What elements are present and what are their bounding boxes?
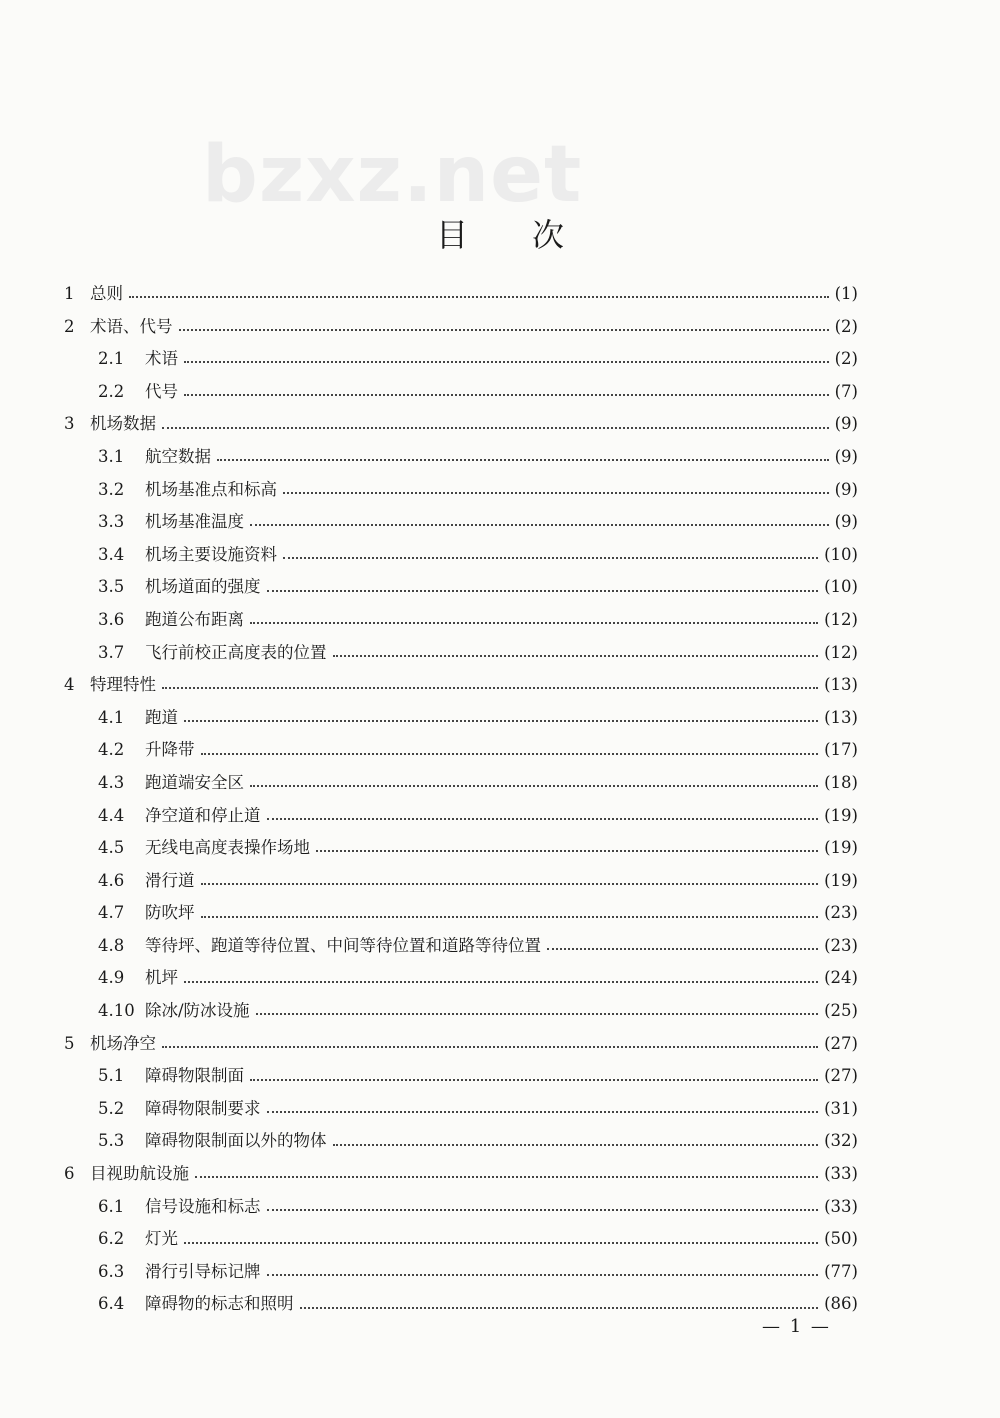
toc-entry-page: (12) bbox=[824, 642, 858, 662]
toc-entry-page: (13) bbox=[824, 707, 858, 727]
toc-entry-number: 3.3 bbox=[98, 512, 125, 532]
toc-entry[interactable] bbox=[64, 832, 858, 865]
toc-entry-title: 障碍物的标志和照明 bbox=[145, 1294, 294, 1314]
toc-entry-page: (19) bbox=[824, 805, 858, 825]
toc-entry-number: 5 bbox=[64, 1033, 75, 1053]
toc-entry[interactable] bbox=[64, 930, 858, 963]
toc-entry-number: 4.8 bbox=[98, 935, 125, 955]
toc-entry[interactable] bbox=[64, 408, 858, 441]
toc-entry[interactable] bbox=[64, 1060, 858, 1093]
dot-leader bbox=[547, 948, 818, 950]
dot-leader bbox=[184, 361, 829, 363]
dot-leader bbox=[283, 492, 829, 494]
toc-entry-page: (13) bbox=[824, 675, 858, 695]
toc-entry-page: (2) bbox=[834, 349, 858, 369]
toc-entry[interactable] bbox=[64, 897, 858, 930]
toc-entry-page: (9) bbox=[834, 479, 858, 499]
toc-entry-title: 灯光 bbox=[145, 1229, 178, 1249]
toc-entry-page: (33) bbox=[824, 1196, 858, 1216]
toc-entry-number: 4 bbox=[64, 675, 75, 695]
toc-entry-number: 4.5 bbox=[98, 838, 125, 858]
toc-entry-page: (1) bbox=[834, 284, 858, 303]
toc-entry-page: (7) bbox=[834, 381, 858, 401]
toc-entry-number: 4.6 bbox=[98, 870, 125, 890]
toc-entry-title: 无线电高度表操作场地 bbox=[145, 838, 310, 858]
toc-entry-title: 除冰/防冰设施 bbox=[145, 1001, 250, 1021]
toc-entry[interactable] bbox=[64, 669, 858, 702]
dot-leader bbox=[184, 394, 829, 396]
toc-entry-title: 净空道和停止道 bbox=[145, 805, 261, 825]
toc-entry-number: 5.2 bbox=[98, 1098, 125, 1118]
dot-leader bbox=[300, 1307, 819, 1309]
toc-entry-number: 6.2 bbox=[98, 1229, 125, 1249]
toc-entry[interactable] bbox=[64, 1158, 858, 1191]
toc-entry-page: (86) bbox=[824, 1294, 858, 1314]
toc-entry[interactable] bbox=[64, 376, 858, 409]
toc-entry-page: (9) bbox=[834, 446, 858, 466]
toc-entry[interactable] bbox=[64, 604, 858, 637]
toc-entry-number: 3.4 bbox=[98, 544, 125, 564]
toc-entry-number: 3.2 bbox=[98, 479, 125, 499]
dot-leader bbox=[184, 981, 818, 983]
dot-leader bbox=[267, 1209, 819, 1211]
toc-entry-page: (9) bbox=[834, 512, 858, 532]
toc-entry-page: (19) bbox=[824, 870, 858, 890]
toc-entry-number: 3.1 bbox=[98, 446, 125, 466]
toc-entry-title: 飞行前校正高度表的位置 bbox=[145, 642, 327, 662]
toc-entry[interactable] bbox=[64, 1028, 858, 1061]
toc-entry-title: 防吹坪 bbox=[145, 903, 195, 923]
watermark: bzxz.net bbox=[202, 130, 583, 220]
toc-entry-title: 信号设施和标志 bbox=[145, 1196, 261, 1216]
toc-entry[interactable] bbox=[64, 962, 858, 995]
dot-leader bbox=[250, 785, 818, 787]
toc-entry[interactable] bbox=[64, 1191, 858, 1224]
toc-entry-page: (9) bbox=[834, 414, 858, 434]
toc-entry[interactable] bbox=[64, 1223, 858, 1256]
toc-entry-number: 4.2 bbox=[98, 740, 125, 760]
page-footer: — 1 — bbox=[762, 1316, 831, 1337]
toc-entry-page: (23) bbox=[824, 935, 858, 955]
dot-leader bbox=[267, 1274, 819, 1276]
toc-entry-title: 机场基准温度 bbox=[145, 512, 244, 532]
dot-leader bbox=[217, 459, 829, 461]
toc-entry-title: 机场道面的强度 bbox=[145, 577, 261, 597]
toc-entry-title: 滑行引导标记牌 bbox=[145, 1261, 261, 1281]
toc-entry-title: 跑道公布距离 bbox=[145, 609, 244, 629]
dot-leader bbox=[267, 818, 819, 820]
dot-leader bbox=[201, 753, 819, 755]
toc-entry-number: 6.1 bbox=[98, 1196, 125, 1216]
toc-entry[interactable] bbox=[64, 1256, 858, 1289]
toc-entry-title: 总则 bbox=[90, 284, 123, 303]
toc-entry-page: (10) bbox=[824, 577, 858, 597]
dot-leader bbox=[333, 655, 819, 657]
dot-leader bbox=[250, 524, 829, 526]
toc-entry-page: (31) bbox=[824, 1098, 858, 1118]
toc-entry-title: 跑道 bbox=[145, 707, 178, 727]
toc-entry-number: 2.2 bbox=[98, 381, 125, 401]
dot-leader bbox=[201, 916, 819, 918]
page-title: 目 次 bbox=[435, 216, 564, 254]
dot-leader bbox=[201, 883, 819, 885]
toc-entry[interactable] bbox=[64, 702, 858, 735]
toc-entry-title: 机场主要设施资料 bbox=[145, 544, 277, 564]
toc-entry-number: 1 bbox=[64, 284, 75, 303]
toc-entry[interactable] bbox=[64, 800, 858, 833]
toc-entry-page: (10) bbox=[824, 544, 858, 564]
toc-entry-page: (2) bbox=[834, 316, 858, 336]
toc-entry-title: 特理特性 bbox=[90, 675, 156, 695]
toc-entry-page: (18) bbox=[824, 772, 858, 792]
toc-entry[interactable] bbox=[64, 343, 858, 376]
toc-entry[interactable] bbox=[64, 278, 858, 311]
toc-entry-number: 5.1 bbox=[98, 1066, 125, 1086]
dot-leader bbox=[283, 557, 818, 559]
toc-entry-title: 障碍物限制面 bbox=[145, 1066, 244, 1086]
dot-leader bbox=[250, 1079, 818, 1081]
toc-entry-number: 6 bbox=[64, 1164, 75, 1184]
toc-entry[interactable] bbox=[64, 865, 858, 898]
table-of-contents bbox=[64, 278, 858, 1321]
toc-entry-title: 升降带 bbox=[145, 740, 195, 760]
toc-entry[interactable] bbox=[64, 474, 858, 507]
toc-entry-number: 2.1 bbox=[98, 349, 125, 369]
toc-entry-number: 3.6 bbox=[98, 609, 125, 629]
toc-entry-page: (19) bbox=[824, 838, 858, 858]
toc-entry[interactable] bbox=[64, 571, 858, 604]
toc-entry-number: 6.4 bbox=[98, 1294, 125, 1314]
dot-leader bbox=[333, 1144, 819, 1146]
toc-entry-number: 2 bbox=[64, 316, 75, 336]
toc-entry-page: (12) bbox=[824, 609, 858, 629]
dot-leader bbox=[162, 1046, 818, 1048]
toc-entry-title: 障碍物限制面以外的物体 bbox=[145, 1131, 327, 1151]
dot-leader bbox=[129, 296, 829, 298]
toc-entry[interactable] bbox=[64, 1288, 858, 1321]
toc-entry-title: 术语 bbox=[145, 349, 178, 369]
toc-entry-number: 4.3 bbox=[98, 772, 125, 792]
toc-entry-page: (27) bbox=[824, 1033, 858, 1053]
dot-leader bbox=[195, 1176, 818, 1178]
dot-leader bbox=[184, 720, 818, 722]
toc-entry-title: 等待坪、跑道等待位置、中间等待位置和道路等待位置 bbox=[145, 935, 541, 955]
toc-entry-number: 4.1 bbox=[98, 707, 125, 727]
toc-entry-title: 机坪 bbox=[145, 968, 178, 988]
toc-entry-number: 3 bbox=[64, 414, 75, 434]
dot-leader bbox=[179, 329, 829, 331]
toc-entry-page: (33) bbox=[824, 1164, 858, 1184]
dot-leader bbox=[162, 687, 818, 689]
toc-entry[interactable] bbox=[64, 311, 858, 344]
toc-entry-number: 4.9 bbox=[98, 968, 125, 988]
toc-entry-title: 机场基准点和标高 bbox=[145, 479, 277, 499]
toc-entry[interactable] bbox=[64, 506, 858, 539]
toc-entry-title: 障碍物限制要求 bbox=[145, 1098, 261, 1118]
toc-entry-title: 跑道端安全区 bbox=[145, 772, 244, 792]
toc-entry-page: (32) bbox=[824, 1131, 858, 1151]
toc-entry[interactable] bbox=[64, 637, 858, 670]
toc-entry-number: 3.7 bbox=[98, 642, 125, 662]
dot-leader bbox=[184, 1242, 818, 1244]
toc-entry[interactable] bbox=[64, 1093, 858, 1126]
toc-entry[interactable] bbox=[64, 995, 858, 1028]
toc-entry-page: (24) bbox=[824, 968, 858, 988]
toc-entry[interactable] bbox=[64, 734, 858, 767]
toc-entry-title: 术语、代号 bbox=[90, 316, 173, 336]
toc-entry-page: (27) bbox=[824, 1066, 858, 1086]
dot-leader bbox=[162, 427, 829, 429]
toc-entry-number: 5.3 bbox=[98, 1131, 125, 1151]
toc-entry-title: 代号 bbox=[145, 381, 178, 401]
toc-entry[interactable] bbox=[64, 539, 858, 572]
toc-entry-number: 3.5 bbox=[98, 577, 125, 597]
dot-leader bbox=[250, 622, 818, 624]
dot-leader bbox=[316, 850, 818, 852]
toc-entry-page: (17) bbox=[824, 740, 858, 760]
toc-entry-title: 滑行道 bbox=[145, 870, 195, 890]
toc-entry[interactable] bbox=[64, 1125, 858, 1158]
toc-entry-number: 4.10 bbox=[98, 1001, 135, 1021]
toc-entry-page: (77) bbox=[824, 1261, 858, 1281]
toc-entry-title: 目视助航设施 bbox=[90, 1164, 189, 1184]
toc-entry-title: 机场净空 bbox=[90, 1033, 156, 1053]
toc-entry-title: 机场数据 bbox=[90, 414, 156, 434]
toc-entry-page: (50) bbox=[824, 1229, 858, 1249]
toc-entry[interactable] bbox=[64, 767, 858, 800]
toc-entry-title: 航空数据 bbox=[145, 446, 211, 466]
toc-entry[interactable] bbox=[64, 441, 858, 474]
toc-entry-number: 4.4 bbox=[98, 805, 125, 825]
dot-leader bbox=[267, 1111, 819, 1113]
toc-entry-number: 6.3 bbox=[98, 1261, 125, 1281]
toc-entry-page: (25) bbox=[824, 1001, 858, 1021]
toc-entry-number: 4.7 bbox=[98, 903, 125, 923]
dot-leader bbox=[267, 590, 819, 592]
dot-leader bbox=[256, 1013, 819, 1015]
toc-entry-page: (23) bbox=[824, 903, 858, 923]
